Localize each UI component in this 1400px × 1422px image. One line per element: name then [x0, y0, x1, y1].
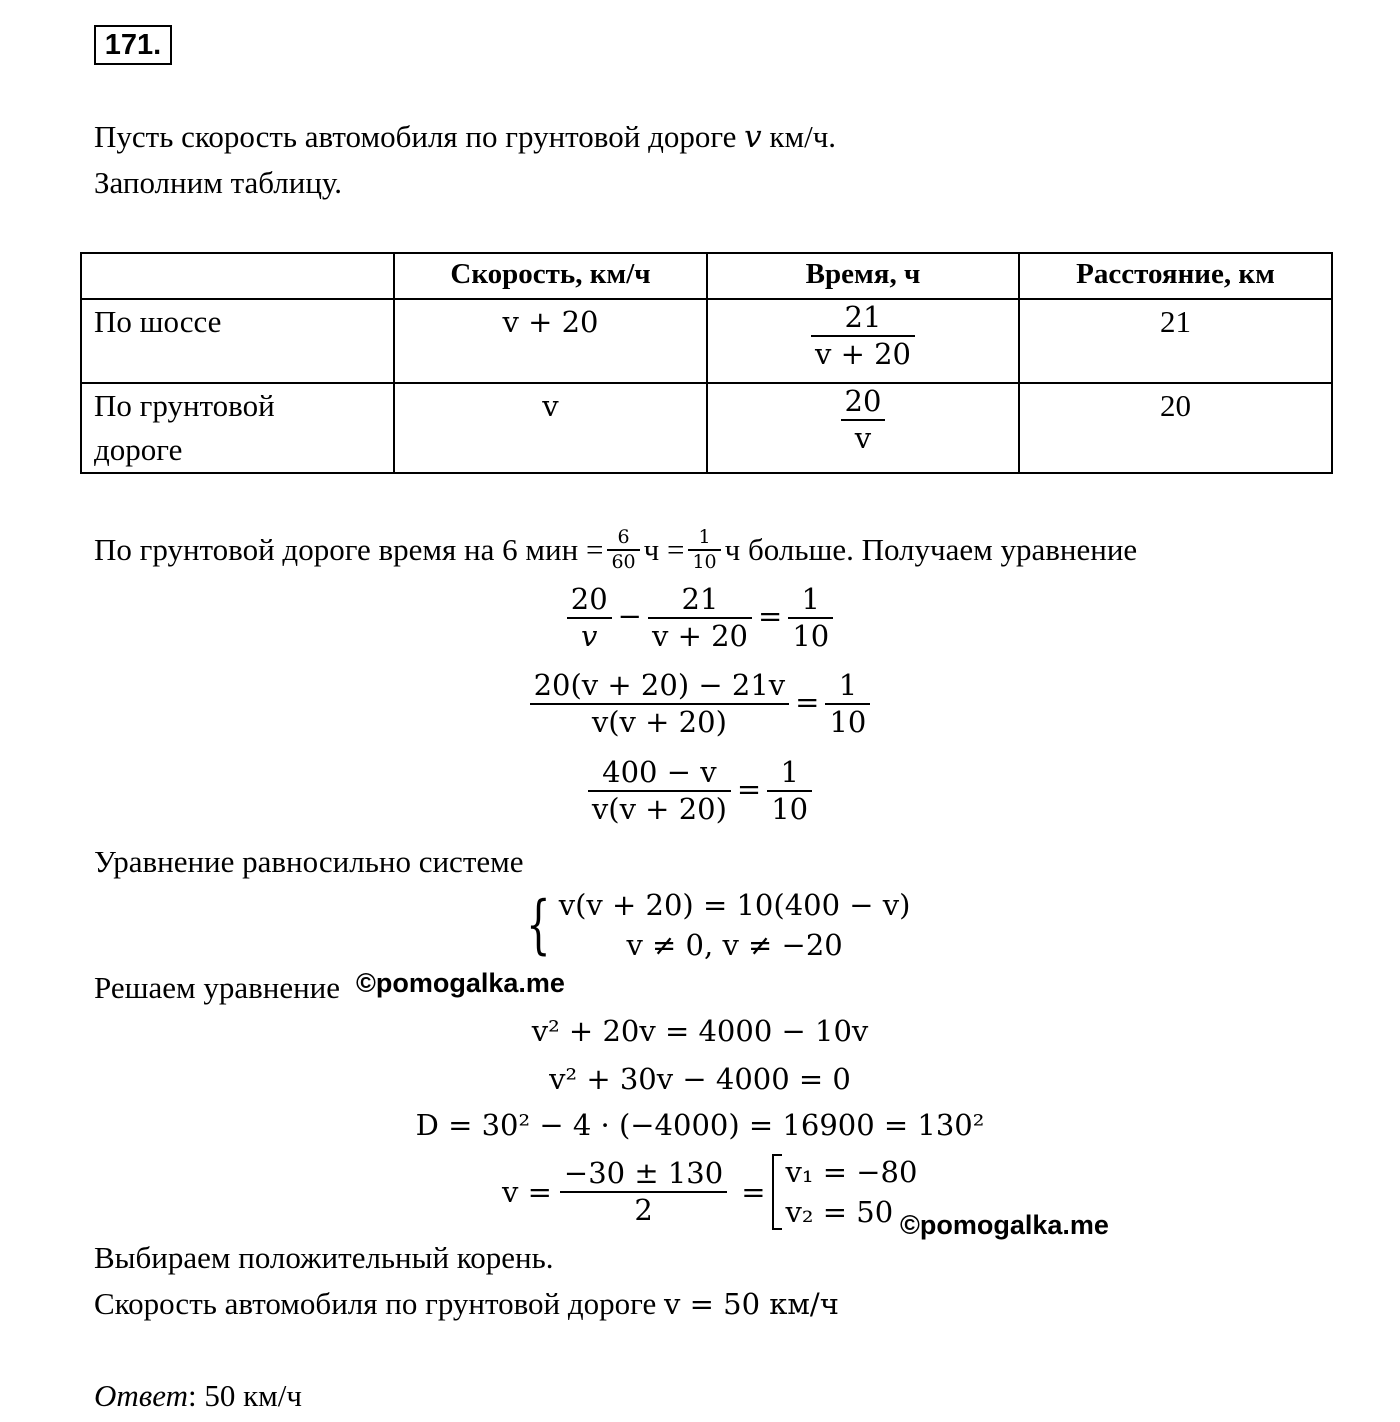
equals-sign: = [758, 598, 783, 633]
equation-fraction [530, 668, 790, 740]
equation-fraction [767, 755, 812, 827]
table-header-cell [81, 253, 394, 299]
result-value: v = 50 км/ч [664, 1287, 839, 1321]
intro-unit: км/ч. [769, 119, 837, 154]
solve-line-1: v² + 20v = 4000 − 10v [531, 1014, 869, 1048]
fraction-numerator: 21 [681, 582, 719, 616]
result-line [94, 1284, 839, 1324]
equation-fraction [648, 582, 752, 654]
fraction-denominator: v(v + 20) [591, 791, 727, 826]
statement-text-2: ч больше. Получаем уравнение [724, 532, 1138, 567]
statement-line [94, 520, 1137, 580]
fraction-numerator: 20(v + 20) − 21v [533, 668, 786, 702]
system-lines [559, 885, 911, 965]
statement-unit-1: ч = [643, 532, 685, 567]
distance-cell [1019, 383, 1332, 473]
fraction-denominator: v + 20 [814, 336, 912, 371]
intro-variable: v [744, 119, 762, 155]
distance-value: 21 [1160, 304, 1191, 339]
time-cell [707, 383, 1019, 473]
fraction-denominator: v [854, 420, 872, 455]
equals-sign: = [736, 771, 762, 806]
time-fraction [811, 300, 915, 372]
table-row [81, 299, 1332, 383]
table-row [81, 383, 1332, 473]
watermark: ©pomogalka.me [356, 968, 565, 998]
table-header-cell: Скорость, км/ч [394, 253, 707, 299]
root-fraction [560, 1156, 727, 1228]
solve-intro: Решаем уравнение [94, 970, 341, 1005]
system-intro: Уравнение равносильно системе [94, 844, 524, 879]
statement-text-1: По грунтовой дороге время на 6 мин = [94, 532, 604, 567]
fraction-numerator: 20 [844, 384, 882, 418]
problem-number: 171. [94, 25, 172, 65]
fraction-denominator: v(v + 20) [591, 704, 727, 739]
fraction-denominator: 10 [792, 618, 830, 653]
equation-2 [0, 668, 1400, 740]
root-2: v₂ = 50 [785, 1195, 894, 1229]
fraction-numerator: −30 ± 130 [563, 1156, 724, 1191]
solve-line-3: D = 30² − 4 · (−4000) = 16900 = 130² [415, 1108, 985, 1142]
root-1: v₁ = −80 [785, 1155, 918, 1189]
table-header-cell: Расстояние, км [1019, 253, 1332, 299]
solve-line-2: v² + 30v − 4000 = 0 [549, 1062, 851, 1096]
fraction-denominator: 60 [611, 551, 636, 573]
root-lhs: v = [502, 1175, 552, 1209]
fraction-denominator: 10 [692, 551, 717, 573]
minus-sign: − [617, 598, 642, 633]
intro-line-2: Заполним таблицу. [94, 165, 343, 200]
root-formula [502, 1152, 917, 1232]
answer-line [94, 1376, 302, 1416]
fraction-denominator: v [581, 618, 598, 653]
equals-sign: = [741, 1175, 766, 1209]
time-cell [707, 299, 1019, 383]
speed-expression: v [542, 389, 559, 423]
data-table [80, 252, 1333, 474]
equation-fraction [788, 582, 833, 654]
table-header-cell: Время, ч [707, 253, 1019, 299]
equation-system [518, 885, 911, 965]
watermark: ©pomogalka.me [900, 1210, 1109, 1240]
distance-cell [1019, 299, 1332, 383]
distance-value: 20 [1160, 388, 1191, 423]
system-line-1: v(v + 20) = 10(400 − v) [558, 888, 911, 922]
system-line-2: v ≠ 0, v ≠ −20 [626, 928, 843, 962]
root-values [786, 1152, 918, 1232]
choose-line: Выбираем положительный корень. [94, 1240, 554, 1275]
equation-fraction [825, 668, 870, 740]
speed-expression: v + 20 [502, 305, 599, 339]
answer-value: : 50 км/ч [187, 1378, 302, 1413]
equation-fraction [588, 755, 731, 827]
system-brace: { [526, 888, 551, 962]
table-header-row [81, 253, 1332, 299]
fraction-numerator: 1 [780, 755, 799, 789]
speed-cell [394, 299, 707, 383]
intro-text: Пусть скорость автомобиля по грунтовой дороге [94, 119, 737, 154]
equation-1 [0, 582, 1400, 654]
fraction-numerator: 1 [801, 582, 820, 616]
equation-fraction [567, 582, 612, 654]
row-label-line-1: По грунтовой [94, 388, 275, 423]
fraction-numerator: 1 [838, 668, 858, 702]
equation-3 [0, 755, 1400, 827]
statement-fraction-1 [607, 526, 639, 574]
speed-cell [394, 383, 707, 473]
fraction-denominator: 10 [771, 791, 809, 826]
fraction-denominator: 10 [829, 704, 867, 739]
bracket [772, 1154, 782, 1230]
fraction-numerator: 20 [570, 582, 608, 616]
answer-label: Ответ [94, 1378, 188, 1413]
fraction-denominator: 2 [634, 1193, 653, 1227]
time-fraction [841, 384, 886, 456]
fraction-numerator: 400 − v [602, 755, 717, 789]
fraction-numerator: 6 [617, 526, 630, 549]
fraction-numerator: 1 [698, 526, 711, 549]
result-text: Скорость автомобиля по грунтовой дороге [94, 1286, 657, 1321]
row-label: По шоссе [81, 299, 394, 383]
fraction-numerator: 21 [844, 300, 882, 334]
equals-sign: = [795, 684, 820, 719]
row-label [81, 383, 394, 473]
fraction-denominator: v + 20 [651, 618, 749, 653]
row-label-line-2: дороге [94, 432, 183, 467]
intro-line-1 [94, 117, 836, 157]
statement-fraction-2 [688, 526, 720, 574]
